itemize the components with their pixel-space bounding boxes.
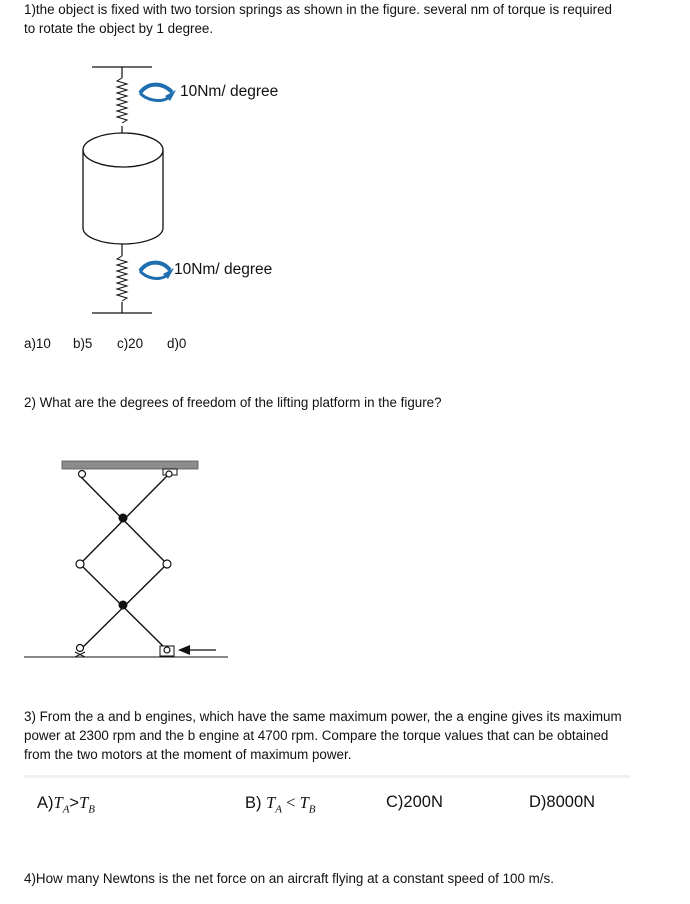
divider-line [24, 775, 630, 778]
q3-option-b-relation: < [282, 793, 300, 812]
q1-option-b: b)5 [73, 336, 93, 351]
q1-option-c: c)20 [117, 336, 144, 351]
q3-option-c: C)200N [386, 793, 443, 811]
q1-option-a: a)10 [24, 336, 51, 351]
left-side-pin [76, 560, 84, 568]
q3-option-a [37, 793, 95, 815]
push-arrow-head [178, 645, 190, 655]
center-pin-upper [119, 514, 128, 523]
bottom-fixed-pin [77, 645, 84, 652]
top-fixed-pin [79, 471, 86, 478]
q1-text-line2: to rotate the object by 1 degree. [24, 21, 214, 36]
top-spring-label: 10Nm/ degree [180, 83, 279, 100]
q3-option-a-ta: $T_A$ [53, 793, 70, 816]
q1-text-line1: 1)the object is fixed with two torsion springs as shown in the figure. several nm of torque is required [24, 2, 612, 17]
q3-text-line2: power at 2300 rpm and the b engine at 4700 rpm. Compare the torque values that can be obtained [24, 728, 609, 743]
q3-option-d: D)8000N [529, 793, 596, 811]
q1-option-d: d)0 [167, 336, 187, 351]
q3-option-b-prefix: B) [245, 794, 267, 812]
q3-text-line1: 3) From the a and b engines, which have the same maximum power, the a engine gives its maximum [24, 709, 622, 724]
q3-option-a-relation: > [69, 794, 80, 812]
right-side-pin [163, 560, 171, 568]
q3-option-b-ta: $T_A$ [266, 793, 283, 816]
bottom-slider-pin [164, 647, 170, 653]
top-slider-pin [166, 471, 172, 477]
q3-option-b-tb: $T_B$ [299, 793, 316, 816]
bottom-spring-label: 10Nm/ degree [174, 261, 273, 278]
lift-platform [62, 461, 198, 469]
q3-text-line3: from the two motors at the moment of maximum power. [24, 747, 352, 762]
center-pin-lower [119, 601, 128, 610]
q3-option-b [245, 793, 316, 815]
q4-text: 4)How many Newtons is the net force on an aircraft flying at a constant speed of 100 m/s. [24, 871, 554, 886]
q2-text: 2) What are the degrees of freedom of the lifting platform in the figure? [24, 395, 442, 410]
q3-option-a-tb: $T_B$ [79, 793, 95, 816]
q3-option-a-prefix: A) [37, 794, 54, 812]
